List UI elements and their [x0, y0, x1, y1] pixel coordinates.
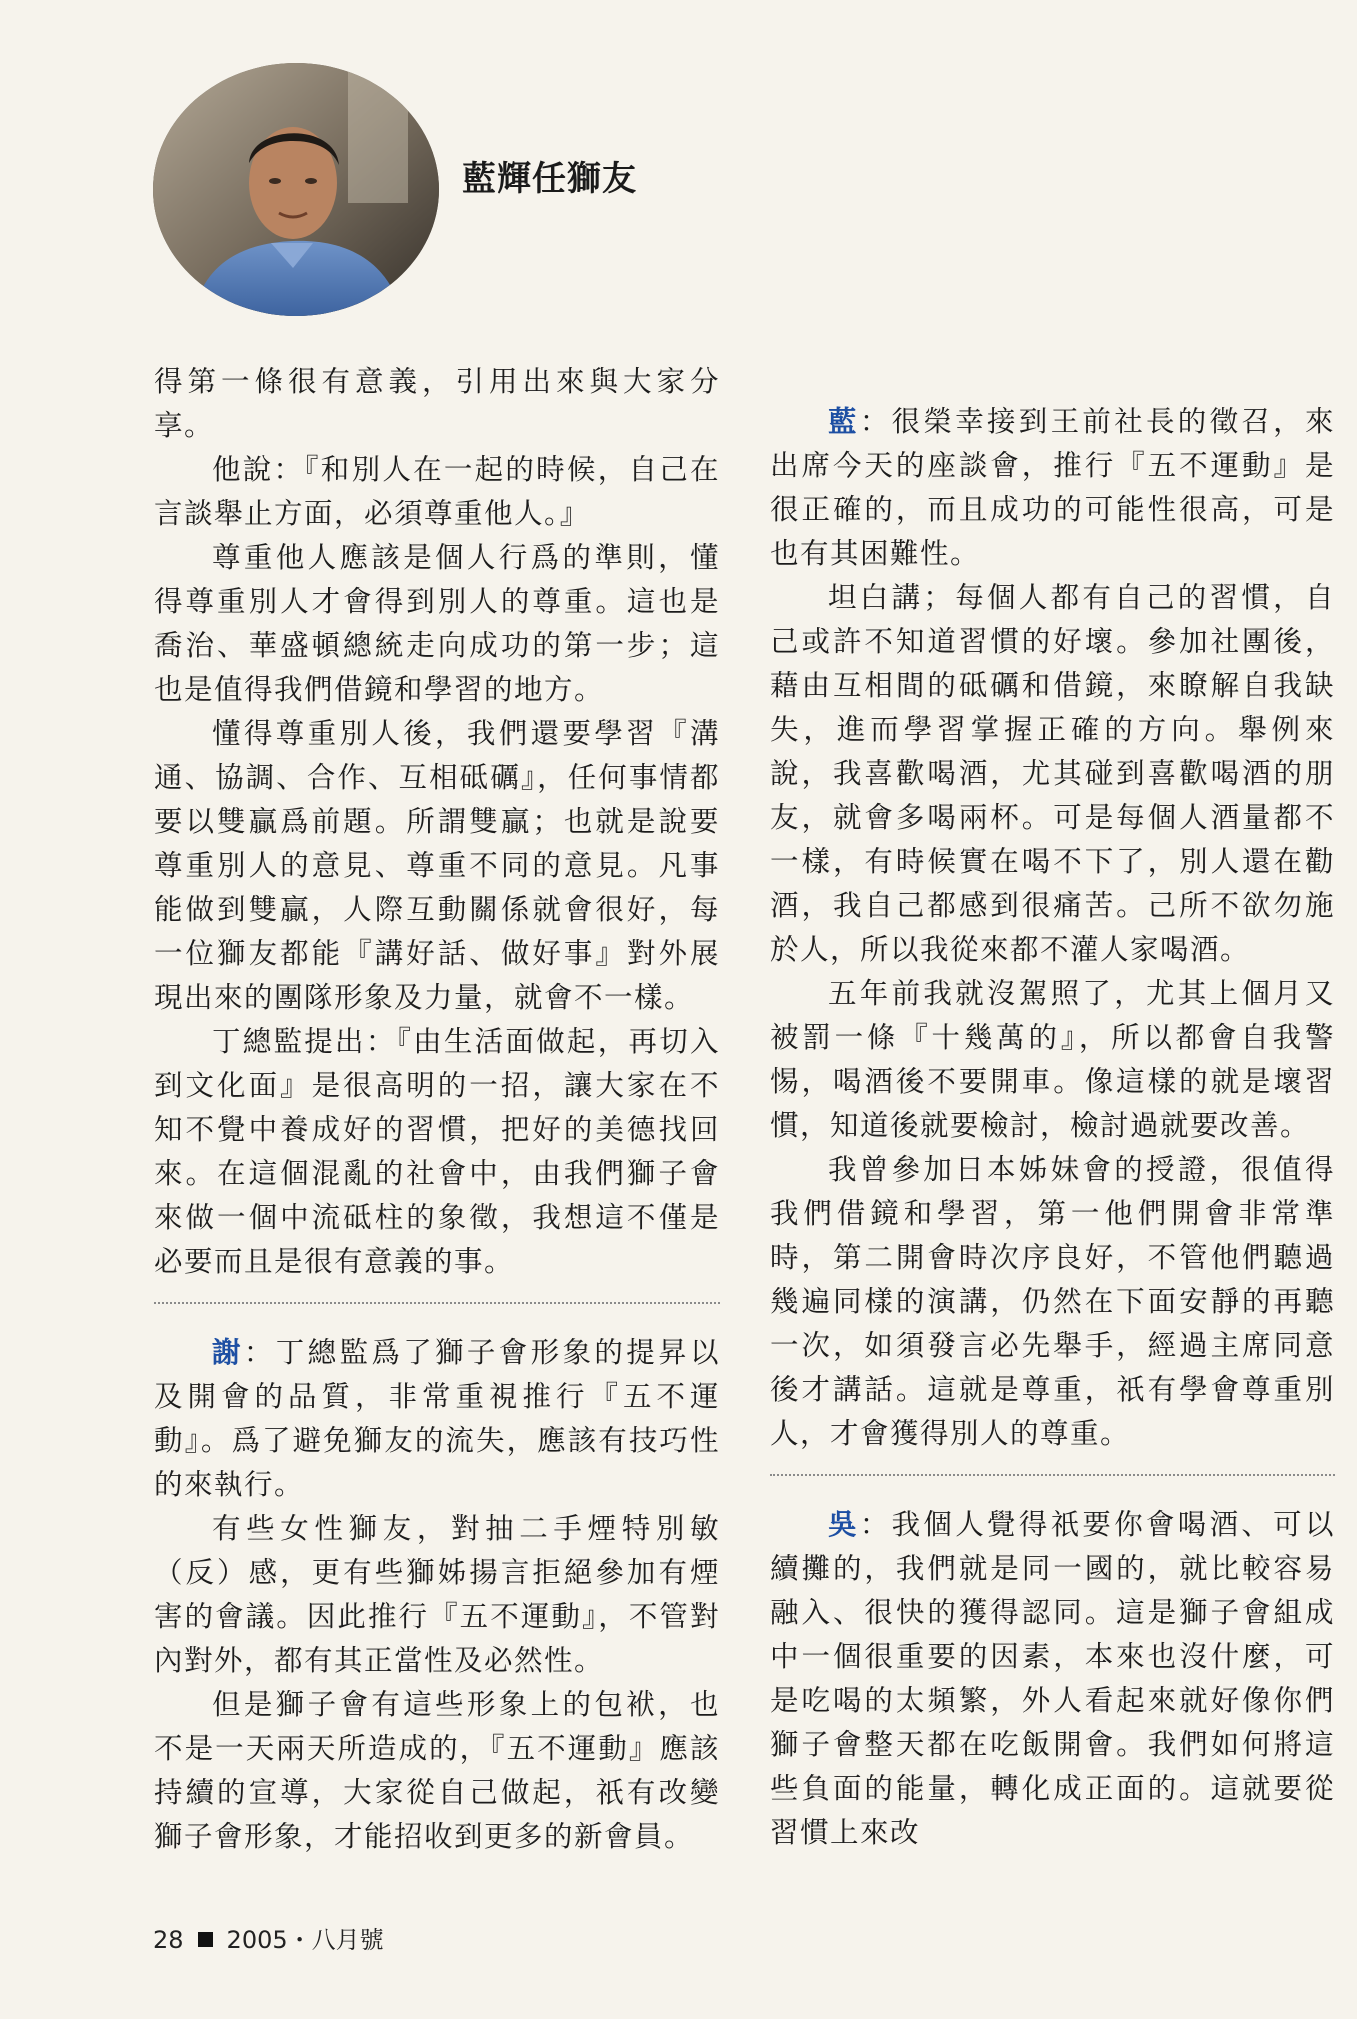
paragraph: 有些女性獅友，對抽二手煙特別敏（反）感，更有些獅姊揚言拒絕參加有煙害的會議。因此推行『五不運動』，不管對內對外，都有其正當性及必然性。	[154, 1512, 720, 1677]
right-column	[770, 399, 1335, 1855]
speaker-label: 謝	[212, 1335, 244, 1369]
paragraph: 但是獅子會有這些形象上的包袱，也不是一天兩天所造成的，『五不運動』應該持續的宣導，大家從自己做起，祇有改變獅子會形象，才能招收到更多的新會員。	[154, 1688, 720, 1853]
speaker-text: ：很榮幸接到王前社長的徵召，來出席今天的座談會，推行『五不運動』是很正確的，而且成功的可能性很高，可是也有其困難性。	[770, 405, 1335, 570]
page-footer	[153, 1920, 384, 1955]
speaker-paragraph-lan	[770, 399, 1335, 576]
section-divider	[154, 1302, 720, 1304]
speaker-paragraph-wu	[770, 1502, 1335, 1855]
portrait-caption: 藍輝任獅友	[462, 159, 637, 199]
paragraph: 丁總監提出：『由生活面做起，再切入到文化面』是很高明的一招，讓大家在不知不覺中養成好的習慣，把好的美德找回來。在這個混亂的社會中，由我們獅子會來做一個中流砥柱的象徵，我想這不僅是必要而且是很有意義的事。	[154, 1025, 720, 1278]
paragraph: 五年前我就沒駕照了，尤其上個月又被罰一條『十幾萬的』，所以都會自我警惕，喝酒後不要開車。像這樣的就是壞習慣，知道後就要檢討，檢討過就要改善。	[770, 977, 1335, 1142]
speaker-text: ：丁總監爲了獅子會形象的提昇以及開會的品質，非常重視推行『五不運動』。爲了避免獅友的流失，應該有技巧性的來執行。	[154, 1336, 720, 1501]
paragraph: 懂得尊重別人後，我們還要學習『溝通、協調、合作、互相砥礪』，任何事情都要以雙贏爲前題。所謂雙贏；也就是說要尊重別人的意見、尊重不同的意見。凡事能做到雙贏，人際互動關係就會很好，每一位獅友都能『講好話、做好事』對外展現出來的團隊形象及力量，就會不一樣。	[154, 717, 720, 1014]
left-column	[154, 360, 720, 1859]
speaker-text: ：我個人覺得祇要你會喝酒、可以續攤的，我們就是同一國的，就比較容易融入、很快的獲得認同。這是獅子會組成中一個很重要的因素，本來也沒什麼，可是吃喝的太頻繁，外人看起來就好像你們獅子會整天都在吃飯開會。我們如何將這些負面的能量，轉化成正面的。這就要從習慣上來改	[770, 1508, 1335, 1849]
paragraph: 得第一條很有意義，引用出來與大家分享。	[154, 365, 720, 442]
portrait-image	[153, 63, 439, 316]
paragraph: 我曾參加日本姊妹會的授證，很值得我們借鏡和學習，第一他們開會非常準時，第二開會時次序良好，不管他們聽過幾遍同樣的演講，仍然在下面安靜的再聽一次，如須發言必先舉手，經過主席同意後才講話。這就是尊重，祇有學會尊重別人，才會獲得別人的尊重。	[770, 1153, 1335, 1450]
speaker-label: 吳	[828, 1507, 860, 1541]
speaker-label: 藍	[828, 404, 860, 438]
issue-label: 2005・八月號	[226, 1926, 384, 1954]
square-bullet-icon	[198, 1932, 213, 1947]
portrait-photo	[153, 63, 439, 316]
paragraph: 他說：『和別人在一起的時候，自己在言談舉止方面，必須尊重他人。』	[154, 453, 720, 530]
page-number: 28	[153, 1926, 184, 1954]
speaker-paragraph-xie	[154, 1330, 720, 1507]
paragraph: 坦白講；每個人都有自己的習慣，自己或許不知道習慣的好壞。參加社團後，藉由互相間的砥礪和借鏡，來瞭解自我缺失，進而學習掌握正確的方向。舉例來說，我喜歡喝酒，尤其碰到喜歡喝酒的朋友，就會多喝兩杯。可是每個人酒量都不一樣，有時候實在喝不下了，別人還在勸酒，我自己都感到很痛苦。己所不欲勿施於人，所以我從來都不灌人家喝酒。	[770, 581, 1335, 966]
section-divider	[770, 1474, 1335, 1476]
paragraph: 尊重他人應該是個人行爲的準則，懂得尊重別人才會得到別人的尊重。這也是喬治、華盛頓總統走向成功的第一步；這也是值得我們借鏡和學習的地方。	[154, 541, 720, 706]
